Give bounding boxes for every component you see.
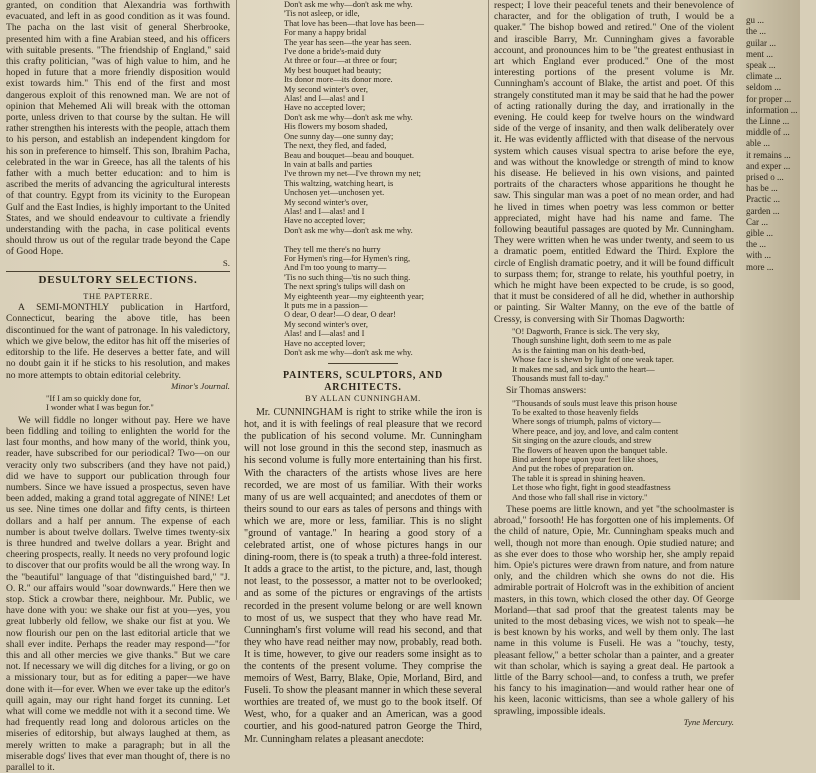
papterre-intro: A SEMI-MONTHLY publication in Hartford, Connecticut, bearing the above title, has been discontinued for the want of patronage. In his valedictory, which we give below, the editor has hit off the miseries of editorship to the life. He deserves a better fate, and will no doubt gain it if he sticks to his resolution, and makes no more attempts to obtain editorial celebrity. bbox=[6, 302, 230, 381]
sub-title-papterre: THE PAPTERRE. bbox=[83, 292, 153, 302]
title-rule bbox=[98, 288, 138, 289]
column-2 bbox=[244, 0, 482, 745]
section-rule bbox=[6, 271, 230, 272]
blake-poem-dagworth: "O! Dagworth, France is sick. The very sky, Though sunshine light, doth seem to me as pale As is the fainting man on his death-bed, Whose face is shewn by light of one weak taper. It makes me sad, and sick unto the heart— Thousands must fall to-day." bbox=[512, 326, 674, 383]
column-4 bbox=[746, 4, 816, 273]
poem-second-winter: Don't ask me why—don't ask me why. 'Tis not asleep, or idle, That love has been—that love has been— For many a happy bridal The year has seen—the year has seen. I've done a bride's-maid duty At three or four—at three or four; My best bouquet had beauty; Its donor more—its donor more. My second winter's over, Alas! and I—alas! and I Have no accepted lover; Don't ask me why—don't ask me why. His flowers my bosom shaded, One sunny day—one sunny day; The next, they fled, and faded, Beau and bouquet—beau and bouquet. In vain at balls and parties I've thrown my net—I've thrown my net; This waltzing, watching heart, is Unchosen yet—unchosen yet. My second winter's over, Alas! and I—alas! and I Have no accepted lover; Don't ask me why—don't ask me why. They tell me there's no hurry For Hymen's ring—for Hymen's ring, And I'm too young to marry— 'Tis no such thing—'tis no such thing. The next spring's tulips will dash on My eighteenth year—my eighteenth year; It puts me in a passion— O dear, O dear!—O dear, O dear! My second winter's over, Alas! and I—alas! and I Have no accepted lover; Don't ask me why—don't ask me why. bbox=[284, 0, 425, 358]
section-title-desultory: DESULTORY SELECTIONS. bbox=[38, 273, 198, 286]
papterre-body: We will fiddle no longer without pay. Here we have been fiddling and toiling to enlighten the world for the last four months, and how many of the world, think you, reader, have subscribed for our periodical? Two—on our veracity only two subscribers (and they have not paid,) did we have to support our publication through four numbers. Since we have issued a prospectus, seven have been added, making a grand total aggregate of NINE! Let us see. Nine times one dollar and fifty cents, is thirteen dollars and a half per annum. The expense of each number is about twelve dollars. Twelve times twenty-six is three hundred and twelve dollars a year. Bright and cheering prospects, really. It needs no very profound logic to discover that our profits would be all the wrong way. In the "beautiful" language of that "distinguished bard," "J. O. R." our affairs would "soar downwards." Here then we stop. Stick a crowbar there, neighbour. Mr. Public, we have done with you: we shake our fist at you—yes, you great lubberly old fellow, we shake our fist at you. We now flourish our pen on the last editorial article that we shall ever indite. Perhaps the reader may respond—"for this and all other mercies we give thanks." But we care not. If necessary we will dig ditches for a living, or go on a missionary tour, but as for editing a paper—we have done with it—for ever. When we ever take up the editor's quill again, may our right hand forget its cunning. Let what will come we meddle not with it a second time. We had frequently read long and dolorous articles on the miseries of editorship, but always laughed at them, as merely written to make a paragraph; but in all the miserable dogs' lives that ever man thought of, there is no parallel to it. bbox=[6, 414, 230, 773]
column-rule-1 bbox=[236, 0, 237, 600]
facing-page-edge bbox=[740, 0, 800, 600]
painters-body: Mr. CUNNINGHAM is right to strike while the iron is hot, and it is with feelings of real pleasure that we record the publication of his second volume. Mr. Cunningham will not lose ground in this the second step, inasmuch as his second volume is fully more entertaining than his first. With the characters of the artists whose lives are here recorded, we are most of us familiar. With their works many of us are well acquainted; and anecdotes of them or theirs sound to our ears as tales of persons and things with which we are, more or less, familiar. This is no slight "ground of vantage." In hearing a good story of a celebrated artist, one of whose pictures hangs in our dining-room, there is (to speak a truth) a three-fold interest. It adds a grace to the artist, to the picture, and, last, though not least, to the possessor, a matter not to be overlooked; and as some of the pictures or engravings of the artists recorded in the present volume belong or are well known to most of us, we suspect that they who have read Mr. Cunningham's first volume will read his second, and that they who have read neither may now, probably, read both. It is time, however, to give our readers some insight as to the contents of the present volume. They comprise the memoirs of West, Barry, Blake, Opie, Morland, Bird, and Fuseli. To show the pleasant manner in which these several worthies are treated of, we must go to the book itself. Of West, who, for a quaker and an American, was a good courtier, and his good-natured patron George the Third, Mr. Cunningham relates a pleasant anecdote: bbox=[244, 407, 482, 745]
opie-fuseli-body: These poems are little known, and yet "the schoolmaster is abroad," forsooth! He has forgotten one of his implements. Of the child of nature, Opie, Mr. Cunningham speaks much and well, though not more than enough. Opie studied nature; and as she ever does to those who worship her, she amply repaid him. Opie's pictures were drawn from nature, and from nature only, and the children which she owns do not die. His admirable portrait of Holcroft was in the exhibition of ancient masters, in this town, which closed the other day. Of George Morland—that sad proof that the greatest talents may be united to the most debasing vices, we wish not to speak—he is best known by his works, and well by them only. The last name in this volume is Fuseli. He was a "touchy, testy, pleasant fellow," a better scholar than a painter, and a greater wit than scholar, which is saying a great deal. He partook a little of the Barry school—and, to confess a truth, we prefer his fancy to his imagination—and would rather hear one of his keen, laconic witticisms, than see a whole gallery of his sprawling, impossible ideals. bbox=[494, 504, 734, 717]
article-egypt-text: granted, on condition that Alexandria was forthwith evacuated, and left in as good condition as it was found. The pacha on the last visit of general Sherbrooke, presented him with a fine Arabian steed, and his officers with suitable presents. "The friendship of England," said this crafty politician, "was of high value to him, and he hoped in future that a more friendly disposition would exist towards him." This end of the first and most dangerous exploit of this renowned man. We are not of opinion that Mehemed Ali will break with the ottoman porte, unless driven to that course by the sultan. He will rather strengthen his interests with the people, attach them to his person, and establish an independent kingdom for his son in preference to himself. This son, Ibrahim Pacha, celebrated in the war in Greece, has all the talents of his father with a much better education: and to him is ascribed the merits of advancing the agricultural interests of that country. Egypt from its vicinity to the European Gulf and the East Indies, is highly important to the United States, and we should endeavour to cultivate a friendly understanding with the pacha, in case political events should throw us out of the regular trade beyond the Cape of Good Hope. bbox=[6, 0, 230, 258]
article-egypt-signature: S. bbox=[222, 257, 230, 268]
facing-page-text: gu ... the ... guilar ... ment ... speak ... climate ... seldom ... for proper ... information ... the Linne ... middle of ... able ... it remains ... and exper ... prised o ... has be ... Practic ... garden ... Car ... gible ... the ... with ... more ... bbox=[746, 15, 798, 272]
column-rule-2 bbox=[488, 0, 489, 600]
blake-poem-thousands: "Thousands of souls must leave this prison house To be exalted to those heavenly fields Where songs of triumph, palms of victory— Where peace, and joy, and love, and calm content Sit singing on the azure clouds, and strew The flowers of heaven upon the banquet table. Bind ardent hope upon your feet like shoes, And put the robes of preparation on. The table it is spread in shining heaven. Let those who fight, fight in good steadfastness And those who fall shall rise in victory." bbox=[512, 398, 679, 502]
papterre-intro-source: Minor's Journal. bbox=[170, 380, 230, 391]
article-rule bbox=[328, 363, 398, 364]
section-title-painters: PAINTERS, SCULPTORS, AND ARCHITECTS. bbox=[283, 370, 443, 393]
blake-text: respect; I love their peaceful tenets and their benevolence of character, and for the obligation of truth, I would be a quaker." The bishop bowed and retired." One of the violent and irascible Barry, Mr. Cunningham gives a favorable account, and pronounces him to be "the greatest enthusiast in art which England ever produced." One of the most interesting portions of the present volume is Mr. Cunningham's account of Blake, the artist and poet. Of this strangely constituted man it may be said that he had the power of acting rationally during the day, and irrationally in the evening. He could keep for twelve hours on the windward side of the verge of insanity, and then walk deliberately over it. He was evidently afflicted with that disease of the nervous system which causes visual spectra to arise before the eye, and was without the knowledge or strength of mind to know his disease. He believed in his own visions, and painted portraits of the characters whose apparitions he thought he saw. This singular man was a poet of no mean order, and had he lived in times when poetry was less common or better appreciated, might have had his name and fame. The following beautiful passages are quoted by Mr. Cunningham. They were written when he was under twenty, and seem to us a dramatic poem, entitled Edward the Third. Explore the circle of English dramatic poetry, and it will be found difficult to surpass them; for, strange to relate, his youthful poetry, in which he might have been expected to be crude, is so good, that it must be considered of all he did, whether in authorship or painting. Sir Walter Manny, on the eve of the battle of Cressy, is conversing with Sir Thomas Dagworth: bbox=[494, 0, 734, 325]
column-1 bbox=[6, 0, 230, 773]
sir-thomas-answers: Sir Thomas answers: bbox=[506, 385, 587, 397]
papterre-quote: "If I am so quickly done for, I wonder what I was begun for." bbox=[46, 393, 154, 413]
sub-title-cunningham: BY ALLAN CUNNINGHAM. bbox=[305, 393, 421, 403]
column-3 bbox=[494, 0, 734, 727]
article-source: Tyne Mercury. bbox=[683, 716, 734, 727]
